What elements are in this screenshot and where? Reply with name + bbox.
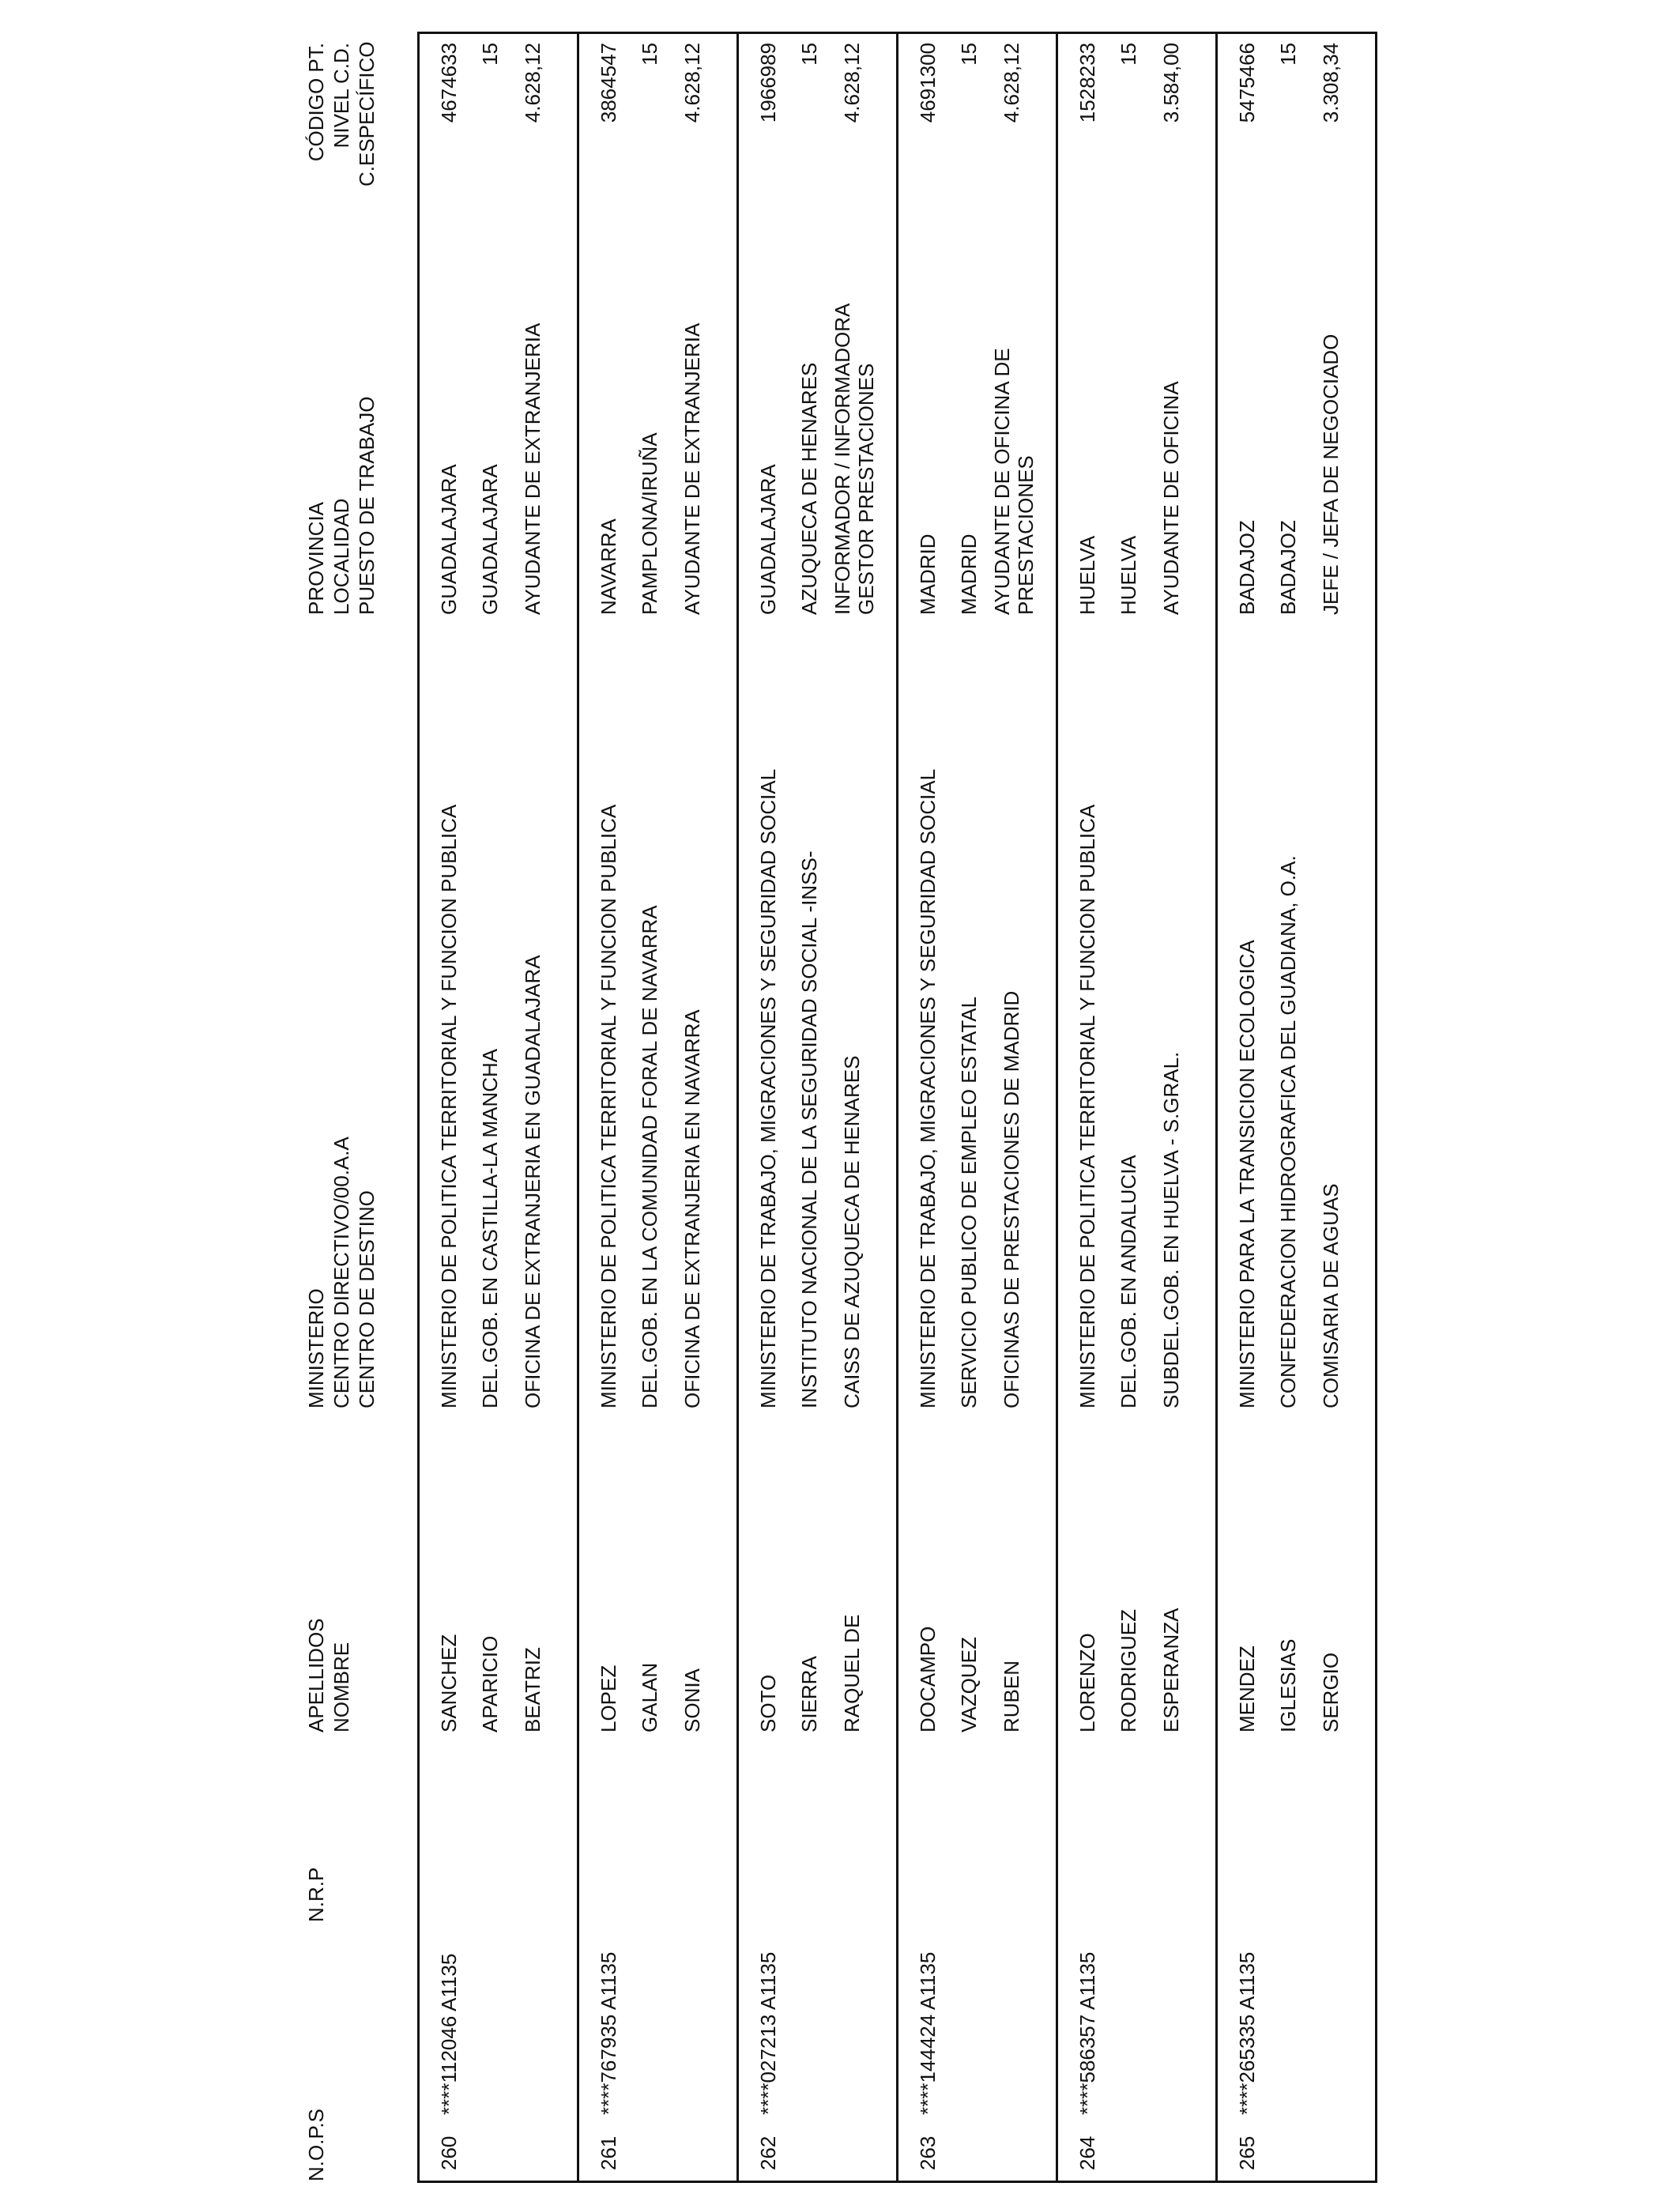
row-ministerio: MINISTERIO DE POLITICA TERRITORIAL Y FUNCION PUBLICA [437, 804, 461, 1408]
row-ministerio: MINISTERIO PARA LA TRANSICION ECOLOGICA [1235, 940, 1259, 1408]
row-nrp: ****112046 A1135 [437, 1953, 461, 2115]
row-centro-directivo: DEL.GOB. EN CASTILLA-LA MANCHA [478, 1048, 502, 1408]
row-nivel: 15 [957, 43, 981, 66]
row-localidad: HUELVA [1117, 535, 1140, 615]
row-nivel: 15 [797, 43, 821, 66]
header-centro-destino: CENTRO DE DESTINO [355, 1190, 379, 1408]
row-nops: 262 [756, 2136, 780, 2170]
row-codigo: 1966989 [756, 43, 780, 123]
row-nops: 264 [1075, 2136, 1099, 2170]
row-provincia: MADRID [916, 533, 940, 615]
row-puesto: AYUDANTE DE EXTRANJERIA [680, 322, 704, 615]
row-codigo: 4691300 [916, 43, 940, 123]
header-nops: N.O.P.S [304, 2108, 328, 2181]
row-apellido1: LORENZO [1075, 1633, 1099, 1732]
row-codigo: 1528233 [1075, 43, 1099, 123]
row-nops: 265 [1235, 2136, 1259, 2170]
row-codigo: 3864547 [597, 43, 620, 123]
row-especifico: 3.308,34 [1319, 43, 1343, 123]
header-especifico: C.ESPECÍFICO [355, 41, 379, 187]
row-apellido2: RODRIGUEZ [1117, 1609, 1140, 1732]
row-nombre: BEATRIZ [521, 1647, 544, 1732]
header-puesto: PUESTO DE TRABAJO [355, 396, 379, 615]
row-puesto: AYUDANTE DE OFICINA DE [990, 348, 1014, 615]
row-centro-directivo: DEL.GOB. EN ANDALUCIA [1117, 1155, 1140, 1408]
row-nivel: 15 [638, 43, 661, 66]
row-provincia: BADAJOZ [1235, 520, 1259, 615]
header-localidad: LOCALIDAD [330, 498, 353, 615]
row-nrp: ****767935 A1135 [597, 1951, 620, 2115]
row-apellido1: SOTO [756, 1674, 780, 1732]
row-provincia: GUADALAJARA [437, 464, 461, 615]
table-row [578, 0, 738, 2194]
row-localidad: GUADALAJARA [478, 464, 502, 615]
table-row [1217, 0, 1377, 2194]
row-nombre: ESPERANZA [1159, 1608, 1183, 1732]
row-centro-destino: COMISARIA DE AGUAS [1319, 1183, 1343, 1408]
row-apellido2: GALAN [638, 1662, 661, 1732]
header-centro-directivo: CENTRO DIRECTIVO/00.A.A [330, 1137, 353, 1408]
row-centro-destino: CAISS DE AZUQUECA DE HENARES [840, 1055, 864, 1408]
row-provincia: NAVARRA [597, 518, 620, 615]
row-especifico: 4.628,12 [680, 43, 704, 123]
row-localidad: BADAJOZ [1276, 520, 1300, 615]
row-centro-destino: SUBDEL.GOB. EN HUELVA - S.GRAL. [1159, 1051, 1183, 1408]
row-nops: 263 [916, 2136, 940, 2170]
row-localidad: AZUQUECA DE HENARES [797, 362, 821, 615]
table-row [1057, 0, 1217, 2194]
table-row [419, 0, 578, 2194]
row-nombre: SONIA [680, 1668, 704, 1732]
row-especifico: 4.628,12 [521, 43, 544, 123]
row-especifico: 4.628,12 [1000, 43, 1023, 123]
row-puesto: AYUDANTE DE OFICINA [1159, 381, 1183, 615]
row-apellido1: DOCAMPO [916, 1626, 940, 1732]
row-puesto: INFORMADOR / INFORMADORA [831, 303, 854, 615]
row-especifico: 4.628,12 [840, 43, 864, 123]
row-nrp: ****144424 A1135 [916, 1951, 940, 2115]
row-ministerio: MINISTERIO DE POLITICA TERRITORIAL Y FUNCION PUBLICA [597, 804, 620, 1408]
row-provincia: HUELVA [1075, 535, 1099, 615]
row-ministerio: MINISTERIO DE TRABAJO, MIGRACIONES Y SEGURIDAD SOCIAL [756, 768, 780, 1408]
row-nombre: RAQUEL DE [840, 1614, 864, 1732]
row-nombre: SERGIO [1319, 1652, 1343, 1732]
row-codigo: 4674633 [437, 43, 461, 123]
row-nops: 260 [437, 2136, 461, 2170]
row-localidad: PAMPLONA/IRUÑA [638, 432, 661, 615]
row-nombre: RUBEN [1000, 1660, 1023, 1732]
row-centro-destino: OFICINA DE EXTRANJERIA EN NAVARRA [680, 1009, 704, 1408]
row-apellido2: IGLESIAS [1276, 1638, 1300, 1732]
header-ministerio: MINISTERIO [304, 1288, 328, 1408]
row-nivel: 15 [1276, 43, 1300, 66]
header-apellidos: APELLIDOS [304, 1618, 328, 1732]
header-nombre: NOMBRE [330, 1642, 353, 1732]
table-row [898, 0, 1057, 2194]
row-nrp: ****027213 A1135 [756, 1951, 780, 2115]
row-apellido2: VAZQUEZ [957, 1637, 981, 1732]
row-provincia: GUADALAJARA [756, 464, 780, 615]
row-puesto-line2: PRESTACIONES [1014, 455, 1038, 615]
row-localidad: MADRID [957, 533, 981, 615]
row-apellido1: MENDEZ [1235, 1646, 1259, 1732]
table-row [738, 0, 898, 2194]
row-centro-destino: OFICINAS DE PRESTACIONES DE MADRID [1000, 990, 1023, 1408]
row-centro-destino: OFICINA DE EXTRANJERIA EN GUADALAJARA [521, 955, 544, 1408]
row-nivel: 15 [478, 43, 502, 66]
header-codigo: CÓDIGO PT. [304, 43, 328, 162]
row-puesto: AYUDANTE DE EXTRANJERIA [521, 322, 544, 615]
row-especifico: 3.584,00 [1159, 43, 1183, 123]
header-provincia: PROVINCIA [304, 501, 328, 615]
header-nivel: NIVEL C.D. [330, 43, 353, 149]
row-nivel: 15 [1117, 43, 1140, 66]
row-ministerio: MINISTERIO DE POLITICA TERRITORIAL Y FUNCION PUBLICA [1075, 804, 1099, 1408]
row-codigo: 5475466 [1235, 43, 1259, 123]
row-apellido1: SANCHEZ [437, 1634, 461, 1732]
row-puesto-line2: GESTOR PRESTACIONES [854, 363, 878, 615]
row-puesto: JEFE / JEFA DE NEGOCIADO [1319, 334, 1343, 615]
row-centro-directivo: INSTITUTO NACIONAL DE LA SEGURIDAD SOCIAL -INSS- [797, 850, 821, 1408]
row-apellido1: LOPEZ [597, 1664, 620, 1732]
row-nops: 261 [597, 2136, 620, 2170]
header-nrp: N.R.P [304, 1867, 328, 1922]
row-centro-directivo: CONFEDERACION HIDROGRAFICA DEL GUADIANA, O.A. [1276, 855, 1300, 1408]
row-centro-directivo: DEL.GOB. EN LA COMUNIDAD FORAL DE NAVARRA [638, 905, 661, 1408]
row-nrp: ****586357 A1135 [1075, 1951, 1099, 2115]
row-ministerio: MINISTERIO DE TRABAJO, MIGRACIONES Y SEGURIDAD SOCIAL [916, 768, 940, 1408]
row-apellido2: SIERRA [797, 1656, 821, 1732]
row-centro-directivo: SERVICIO PUBLICO DE EMPLEO ESTATAL [957, 996, 981, 1408]
row-apellido2: APARICIO [478, 1635, 502, 1732]
row-nrp: ****265335 A1135 [1235, 1951, 1259, 2115]
